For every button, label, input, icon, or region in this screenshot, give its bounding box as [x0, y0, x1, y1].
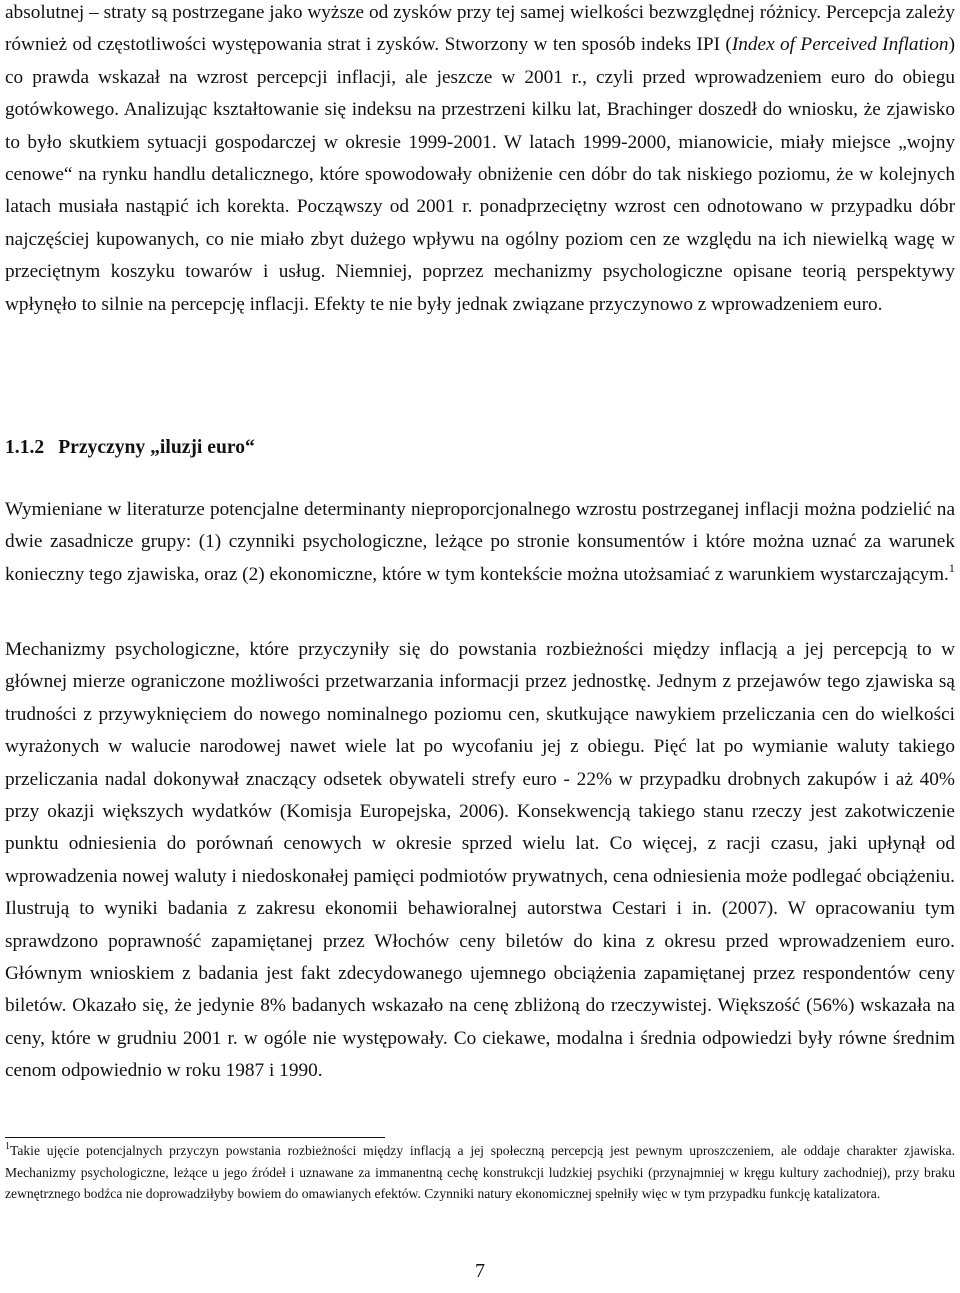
- paragraph-continued-part-b: ) co prawda wskazał na wzrost percepcji inflacji, ale jeszcze w 2001 r., czyli przed wprowadzeniem euro do obiegu gotówkowego. Analizując kształtowanie się indeksu na przestrzeni kilku lat, Brachinger doszedł do wniosku, że zjawisko to było skutkiem sytuacji gospodarczej w okresie 1999-2001. W latach 1999-2000, mianowicie, miały miejsce „wojny cenowe“ na rynku handlu detalicznego, które spowodowały obniżenie cen dóbr do tak niskiego poziomu, że w kolejnych latach musiała nastąpić ich korekta. Począwszy od 2001 r. ponadprzeciętny wzrost cen odnotowano w przypadku dóbr najczęściej kupowanych, co nie miało zbyt dużego wpływu na ogólny poziom cen ze względu na ich niewielką wagę w przeciętnym koszyku towarów i usług. Niemniej, poprzez mechanizmy psychologiczne opisane teorią perspektywy wpłynęło to silnie na percepcję inflacji. Efekty te nie były jednak związane przyczynowo z wprowadzeniem euro.: [5, 34, 955, 315]
- section-number: 1.1.2: [5, 437, 45, 458]
- paragraph-psychological-mechanisms: Mechanizmy psychologiczne, które przyczyniły się do powstania rozbieżności między inflacją a jej percepcją to w głównej mierze ograniczone możliwości przetwarzania informacji przez jednostkę. Jednym z przejawów tego zjawiska są trudności z przywyknięciem do nowego nominalnego poziomu cen, skutkujące nawykiem przeliczania cen do wielkości wyrażonych w walucie narodowej nawet wiele lat po wycofaniu jej z obiegu. Pięć lat po wymianie waluty takiego przeliczania nadal dokonywał znaczący odsetek obywateli strefy euro - 22% w przypadku drobnych zakupów i aż 40% przy okazji większych wydatków (Komisja Europejska, 2006). Konsekwencją takiego stanu rzeczy jest zakotwiczenie punktu odniesienia do porównań cenowych w okresie sprzed wielu lat. Co więcej, z racji czasu, jaki upłynął od wprowadzenia nowej waluty i niedoskonałej pamięci podmiotów prywatnych, cena odniesienia może podlegać obciążeniu. Ilustrują to wyniki badania z zakresu ekonomii behawioralnej autorstwa Cestari i in. (2007). W opracowaniu tym sprawdzono poprawność zapamiętanej przez Włochów ceny biletów do kina z okresu przed wprowadzeniem euro. Głównym wnioskiem z badania jest fakt zdecydowanego ujemnego obciążenia zapamiętanej przez respondentów ceny biletów. Okazało się, że jedynie 8% badanych wskazało na cenę zbliżoną do rzeczywistej. Większość (56%) wskazała na ceny, które w grudniu 2001 r. w ogóle nie występowały. Co ciekawe, modalna i średnia odpowiedzi były równe średnim cenom odpowiednio w roku 1987 i 1990.: [5, 639, 955, 1082]
- page-number: 7: [475, 1260, 485, 1282]
- footnote-divider: [5, 1137, 385, 1138]
- ipi-expansion: Index of Perceived Inflation: [731, 34, 949, 56]
- paragraph-determinants: [5, 494, 955, 591]
- section-title: Przyczyny „iluzji euro“: [58, 437, 255, 458]
- footnote: [5, 1140, 955, 1205]
- section-heading: [5, 432, 255, 464]
- footnote-text: Takie ujęcie potencjalnych przyczyn powstania rozbieżności między inflacją a jej społeczną percepcją jest pewnym uproszczeniem, ale oddaje charakter zjawiska. Mechanizmy psychologiczne, leżące u jego źródeł i uznawane za immanentną cechę konstrukcji ludzkiej psychiki (przynajmniej w kręgu kultury zachodniej), przy braku zewnętrznego bodźca nie doprowadziłyby bowiem do omawianych efektów. Czynniki natury ekonomicznej spełniły więc w tym przypadku funkcję katalizatora.: [5, 1143, 955, 1202]
- footnote-reference[interactable]: 1: [948, 560, 955, 575]
- footnote-mark: 1: [5, 1141, 10, 1152]
- paragraph-continued: [5, 0, 955, 321]
- paragraph-determinants-text: Wymieniane w literaturze potencjalne determinanty nieproporcjonalnego wzrostu postrzeganej inflacji można podzielić na dwie zasadnicze grupy: (1) czynniki psychologiczne, leżące po stronie konsumentów i które można uznać za warunek konieczny tego zjawiska, oraz (2) ekonomiczne, które w tym kontekście można utożsamiać z warunkiem wystarczającym.: [5, 499, 955, 585]
- paragraph-continued-part-a: absolutnej – straty są postrzegane jako wyższe od zysków przy tej samej wielkości bezwzględnej różnicy. Percepcja zależy również od częstotliwości występowania strat i zysków. Stworzony w ten sposób indeks IPI (: [5, 2, 955, 56]
